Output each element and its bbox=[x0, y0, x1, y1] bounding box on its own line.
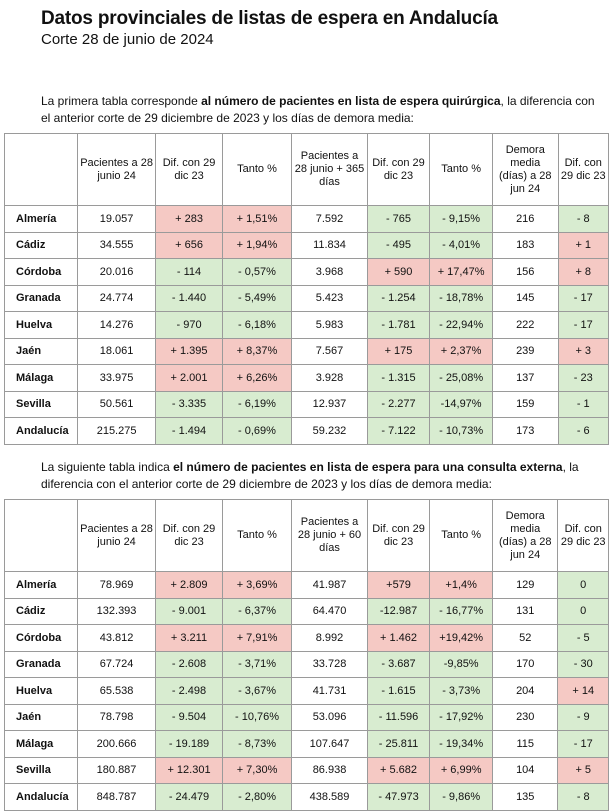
table-cell: 200.666 bbox=[77, 731, 155, 758]
table-cell: - 7.122 bbox=[367, 418, 429, 445]
table-cell: - 25.811 bbox=[367, 731, 430, 758]
table-cell: 78.969 bbox=[77, 572, 155, 599]
table-cell: - 24.479 bbox=[156, 784, 223, 811]
table-cell: 215.275 bbox=[77, 418, 155, 445]
table-cell: 7.592 bbox=[292, 206, 368, 233]
province-name: Málaga bbox=[5, 731, 78, 758]
table-cell: + 7,91% bbox=[222, 625, 292, 652]
table-row bbox=[5, 259, 609, 286]
table-cell: + 590 bbox=[367, 259, 429, 286]
table-cell: - 1.440 bbox=[156, 285, 222, 312]
table-cell: 3.928 bbox=[292, 365, 368, 392]
table-cell: 86.938 bbox=[292, 757, 367, 784]
table-row bbox=[5, 418, 609, 445]
table-cell: 131 bbox=[493, 598, 558, 625]
table-cell: +579 bbox=[367, 572, 430, 599]
table-row bbox=[5, 731, 609, 758]
table-row bbox=[5, 312, 609, 339]
table-cell: 7.567 bbox=[292, 338, 368, 365]
column-header: Tanto % bbox=[222, 500, 292, 572]
table-cell: 41.987 bbox=[292, 572, 367, 599]
table-cell: 438.589 bbox=[292, 784, 367, 811]
province-name: Andalucía bbox=[5, 418, 78, 445]
table-cell: - 30 bbox=[558, 651, 609, 678]
table-cell: 43.812 bbox=[77, 625, 155, 652]
table-cell: 159 bbox=[492, 391, 558, 418]
surgical-waitlist-table bbox=[4, 133, 609, 445]
table-cell: - 2.608 bbox=[156, 651, 223, 678]
column-header: Tanto % bbox=[430, 500, 493, 572]
table-cell: 137 bbox=[492, 365, 558, 392]
table-row bbox=[5, 285, 609, 312]
table-cell: - 17 bbox=[558, 285, 608, 312]
table-cell: +19,42% bbox=[430, 625, 493, 652]
table-cell: 183 bbox=[492, 232, 558, 259]
intro-consult-pre: La siguiente tabla indica bbox=[41, 460, 174, 474]
table-cell: + 2,37% bbox=[430, 338, 493, 365]
table-row bbox=[5, 391, 609, 418]
table-cell: 12.937 bbox=[292, 391, 368, 418]
table-cell: + 3,69% bbox=[222, 572, 292, 599]
province-name: Málaga bbox=[5, 365, 78, 392]
intro-surgical bbox=[41, 93, 601, 127]
table-cell: - 6 bbox=[558, 418, 608, 445]
table-cell: - 23 bbox=[558, 365, 608, 392]
table-cell: - 5 bbox=[558, 625, 609, 652]
column-header: Dif. con 29 dic 23 bbox=[367, 134, 429, 206]
table-cell: + 2.809 bbox=[156, 572, 223, 599]
table-cell: - 495 bbox=[367, 232, 429, 259]
table-cell: 104 bbox=[493, 757, 558, 784]
intro-consult-post: , la diferencia con el anterior corte de 29 diciembre de 2023 y los días de demora media: bbox=[41, 460, 579, 491]
table-cell: +1,4% bbox=[430, 572, 493, 599]
province-name: Granada bbox=[5, 651, 78, 678]
column-header: Dif. con 29 dic 23 bbox=[558, 500, 609, 572]
table-cell: - 9.504 bbox=[156, 704, 223, 731]
table-cell: - 1.781 bbox=[367, 312, 429, 339]
table-cell: - 18,78% bbox=[430, 285, 493, 312]
table-cell: 135 bbox=[493, 784, 558, 811]
table-cell: + 7,30% bbox=[222, 757, 292, 784]
table-cell: - 25,08% bbox=[430, 365, 493, 392]
table-cell: 33.975 bbox=[77, 365, 155, 392]
table-cell: + 1,94% bbox=[222, 232, 291, 259]
table-cell: 156 bbox=[492, 259, 558, 286]
table-cell: - 6,18% bbox=[222, 312, 291, 339]
table-cell: - 8,73% bbox=[222, 731, 292, 758]
table-cell: 11.834 bbox=[292, 232, 368, 259]
table-row bbox=[5, 338, 609, 365]
table-cell: - 3,73% bbox=[430, 678, 493, 705]
table-cell: 107.647 bbox=[292, 731, 367, 758]
table-cell: - 1.494 bbox=[156, 418, 222, 445]
column-header: Demora media (días) a 28 jun 24 bbox=[492, 134, 558, 206]
table-cell: + 5.682 bbox=[367, 757, 430, 784]
table-cell: - 19,34% bbox=[430, 731, 493, 758]
table-cell: + 5 bbox=[558, 757, 609, 784]
column-header: Demora media (días) a 28 jun 24 bbox=[493, 500, 558, 572]
table-cell: 145 bbox=[492, 285, 558, 312]
province-name: Almería bbox=[5, 572, 78, 599]
table-cell: 3.968 bbox=[292, 259, 368, 286]
table-cell: 41.731 bbox=[292, 678, 367, 705]
table-row bbox=[5, 784, 609, 811]
province-name: Huelva bbox=[5, 312, 78, 339]
column-header: Dif. con 29 dic 23 bbox=[367, 500, 430, 572]
table-cell: + 1 bbox=[558, 232, 608, 259]
intro-surgical-pre: La primera tabla corresponde bbox=[41, 94, 202, 108]
table-cell: - 6,37% bbox=[222, 598, 292, 625]
province-name: Andalucía bbox=[5, 784, 78, 811]
table-cell: + 283 bbox=[156, 206, 222, 233]
table-row bbox=[5, 678, 609, 705]
table-cell: 64.470 bbox=[292, 598, 367, 625]
table-row bbox=[5, 598, 609, 625]
table-cell: - 11.596 bbox=[367, 704, 430, 731]
table-cell: 34.555 bbox=[77, 232, 155, 259]
table-cell: - 2.277 bbox=[367, 391, 429, 418]
table-cell: - 765 bbox=[367, 206, 429, 233]
column-header: Tanto % bbox=[430, 134, 493, 206]
province-name: Cádiz bbox=[5, 232, 78, 259]
table-cell: 53.096 bbox=[292, 704, 367, 731]
table-cell: 239 bbox=[492, 338, 558, 365]
table-cell: - 1.615 bbox=[367, 678, 430, 705]
table-cell: - 16,77% bbox=[430, 598, 493, 625]
province-name: Sevilla bbox=[5, 757, 78, 784]
table-cell: - 3,71% bbox=[222, 651, 292, 678]
province-name: Córdoba bbox=[5, 259, 78, 286]
table-cell: + 8,37% bbox=[222, 338, 291, 365]
province-name: Granada bbox=[5, 285, 78, 312]
table-cell: + 3.211 bbox=[156, 625, 223, 652]
table-row bbox=[5, 704, 609, 731]
table-cell: 5.423 bbox=[292, 285, 368, 312]
column-header: Dif. con 29 dic 23 bbox=[558, 134, 608, 206]
table-cell: 222 bbox=[492, 312, 558, 339]
table-row bbox=[5, 232, 609, 259]
table-row bbox=[5, 651, 609, 678]
table-cell: + 3 bbox=[558, 338, 608, 365]
table-cell: + 1.395 bbox=[156, 338, 222, 365]
table-cell: - 1.315 bbox=[367, 365, 429, 392]
page-subtitle: Corte 28 de junio de 2024 bbox=[41, 31, 214, 48]
table-row bbox=[5, 206, 609, 233]
table-cell: 170 bbox=[493, 651, 558, 678]
intro-consult bbox=[41, 459, 601, 493]
table-cell: - 17,92% bbox=[430, 704, 493, 731]
table-cell: - 17 bbox=[558, 731, 609, 758]
column-header: Pacientes a 28 junio + 365 días bbox=[292, 134, 368, 206]
table-cell: 20.016 bbox=[77, 259, 155, 286]
table-cell: - 5,49% bbox=[222, 285, 291, 312]
table-cell: + 1.462 bbox=[367, 625, 430, 652]
table-cell: 24.774 bbox=[77, 285, 155, 312]
column-header: Pacientes a 28 junio 24 bbox=[77, 500, 155, 572]
table-cell: - 9,15% bbox=[430, 206, 493, 233]
table-row bbox=[5, 365, 609, 392]
table-cell: - 1.254 bbox=[367, 285, 429, 312]
table-cell: + 175 bbox=[367, 338, 429, 365]
table-cell: 67.724 bbox=[77, 651, 155, 678]
table-cell: - 114 bbox=[156, 259, 222, 286]
header-corner bbox=[5, 134, 78, 206]
table-cell: 115 bbox=[493, 731, 558, 758]
table-cell: - 970 bbox=[156, 312, 222, 339]
province-name: Huelva bbox=[5, 678, 78, 705]
table-cell: 204 bbox=[493, 678, 558, 705]
table-cell: - 22,94% bbox=[430, 312, 493, 339]
intro-surgical-bold: al número de pacientes en lista de espera quirúrgica bbox=[201, 94, 501, 108]
table-cell: - 3,67% bbox=[222, 678, 292, 705]
table-cell: 65.538 bbox=[77, 678, 155, 705]
table-cell: - 0,57% bbox=[222, 259, 291, 286]
header-corner bbox=[5, 500, 78, 572]
intro-surgical-post: , la diferencia con el anterior corte de 29 diciembre de 2023 y los días de demora media: bbox=[41, 94, 595, 125]
table-cell: 14.276 bbox=[77, 312, 155, 339]
table-cell: 59.232 bbox=[292, 418, 368, 445]
table-cell: 230 bbox=[493, 704, 558, 731]
table-cell: - 17 bbox=[558, 312, 608, 339]
table-cell: 132.393 bbox=[77, 598, 155, 625]
table-cell: - 1 bbox=[558, 391, 608, 418]
province-name: Jaén bbox=[5, 338, 78, 365]
column-header: Pacientes a 28 junio 24 bbox=[77, 134, 155, 206]
table-cell: + 6,26% bbox=[222, 365, 291, 392]
table-cell: 216 bbox=[492, 206, 558, 233]
table-cell: -9,85% bbox=[430, 651, 493, 678]
table-cell: + 12.301 bbox=[156, 757, 223, 784]
column-header: Dif. con 29 dic 23 bbox=[156, 500, 223, 572]
table-cell: 78.798 bbox=[77, 704, 155, 731]
column-header: Pacientes a 28 junio + 60 días bbox=[292, 500, 367, 572]
table-row bbox=[5, 625, 609, 652]
table-cell: 173 bbox=[492, 418, 558, 445]
table-cell: + 656 bbox=[156, 232, 222, 259]
table-cell: - 9.001 bbox=[156, 598, 223, 625]
table-cell: - 8 bbox=[558, 784, 609, 811]
table-cell: 5.983 bbox=[292, 312, 368, 339]
table-cell: -12.987 bbox=[367, 598, 430, 625]
page-title: Datos provinciales de listas de espera en Andalucía bbox=[41, 8, 498, 29]
table-cell: - 6,19% bbox=[222, 391, 291, 418]
table-cell: - 9 bbox=[558, 704, 609, 731]
table-cell: + 1,51% bbox=[222, 206, 291, 233]
table-cell: 180.887 bbox=[77, 757, 155, 784]
province-name: Cádiz bbox=[5, 598, 78, 625]
table-cell: + 14 bbox=[558, 678, 609, 705]
table-cell: - 4,01% bbox=[430, 232, 493, 259]
consult-waitlist-table bbox=[4, 499, 609, 811]
province-name: Córdoba bbox=[5, 625, 78, 652]
table-cell: - 3.687 bbox=[367, 651, 430, 678]
table-cell: 52 bbox=[493, 625, 558, 652]
table-cell: 18.061 bbox=[77, 338, 155, 365]
table-cell: + 6,99% bbox=[430, 757, 493, 784]
table-cell: + 17,47% bbox=[430, 259, 493, 286]
table-cell: - 19.189 bbox=[156, 731, 223, 758]
table-cell: 50.561 bbox=[77, 391, 155, 418]
table-cell: 8.992 bbox=[292, 625, 367, 652]
table-cell: - 9,86% bbox=[430, 784, 493, 811]
table-cell: 129 bbox=[493, 572, 558, 599]
table-cell: 0 bbox=[558, 572, 609, 599]
table-cell: - 0,69% bbox=[222, 418, 291, 445]
table-cell: 33.728 bbox=[292, 651, 367, 678]
table-row bbox=[5, 572, 609, 599]
table-row bbox=[5, 757, 609, 784]
table-cell: - 8 bbox=[558, 206, 608, 233]
table-cell: - 2.498 bbox=[156, 678, 223, 705]
table-cell: 0 bbox=[558, 598, 609, 625]
table-cell: -14,97% bbox=[430, 391, 493, 418]
province-name: Almería bbox=[5, 206, 78, 233]
intro-consult-bold: el número de pacientes en lista de espera para una consulta externa bbox=[173, 460, 563, 474]
table-cell: - 10,73% bbox=[430, 418, 493, 445]
column-header: Dif. con 29 dic 23 bbox=[156, 134, 222, 206]
table-cell: + 8 bbox=[558, 259, 608, 286]
table-cell: + 2.001 bbox=[156, 365, 222, 392]
table-cell: - 10,76% bbox=[222, 704, 292, 731]
province-name: Sevilla bbox=[5, 391, 78, 418]
column-header: Tanto % bbox=[222, 134, 291, 206]
province-name: Jaén bbox=[5, 704, 78, 731]
table-cell: 19.057 bbox=[77, 206, 155, 233]
table-cell: - 3.335 bbox=[156, 391, 222, 418]
table-cell: - 2,80% bbox=[222, 784, 292, 811]
table-cell: 848.787 bbox=[77, 784, 155, 811]
table-cell: - 47.973 bbox=[367, 784, 430, 811]
